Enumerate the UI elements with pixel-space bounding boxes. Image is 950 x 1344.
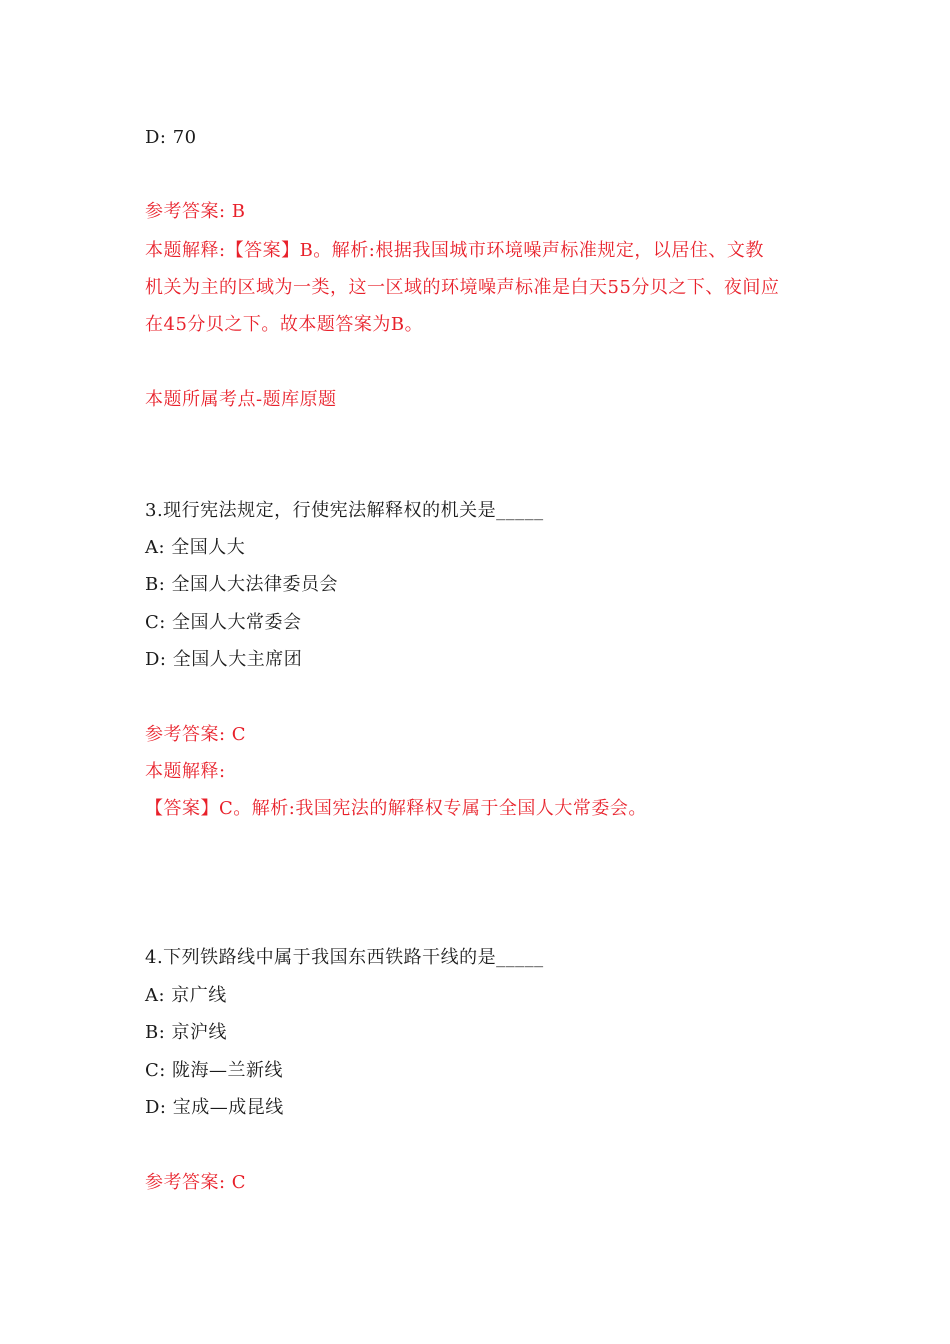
question-4-option-d: D: 宝成—成昆线	[145, 1097, 284, 1118]
question-4-option-a: A: 京广线	[145, 985, 227, 1006]
question-3-explanation: 【答案】C。解析:我国宪法的解释权专属于全国人大常委会。	[145, 798, 647, 819]
question-3-explanation-label: 本题解释:	[145, 761, 226, 782]
question-3-option-c: C: 全国人大常委会	[145, 612, 302, 633]
question-4-option-b: B: 京沪线	[145, 1022, 228, 1043]
question-3-answer: 参考答案: C	[145, 724, 247, 745]
prev-explanation-line-2: 机关为主的区域为一类，这一区域的环境噪声标准是白天55分贝之下、夜间应	[145, 277, 780, 298]
question-4-answer: 参考答案: C	[145, 1172, 247, 1193]
question-3-stem: 3.现行宪法规定，行使宪法解释权的机关是_____	[145, 500, 544, 521]
question-4-option-c: C: 陇海—兰新线	[145, 1060, 284, 1081]
prev-option-d: D: 70	[145, 127, 197, 148]
prev-explanation-line-1: 本题解释:【答案】B。解析:根据我国城市环境噪声标准规定，以居住、文教	[145, 240, 764, 261]
prev-explanation-line-3: 在45分贝之下。故本题答案为B。	[145, 314, 424, 335]
question-3-option-a: A: 全国人大	[145, 537, 246, 558]
prev-topic: 本题所属考点-题库原题	[145, 389, 337, 410]
question-4-stem: 4.下列铁路线中属于我国东西铁路干线的是_____	[145, 947, 544, 968]
question-3-option-d: D: 全国人大主席团	[145, 649, 303, 670]
question-3-option-b: B: 全国人大法律委员会	[145, 574, 339, 595]
prev-answer: 参考答案: B	[145, 201, 246, 222]
